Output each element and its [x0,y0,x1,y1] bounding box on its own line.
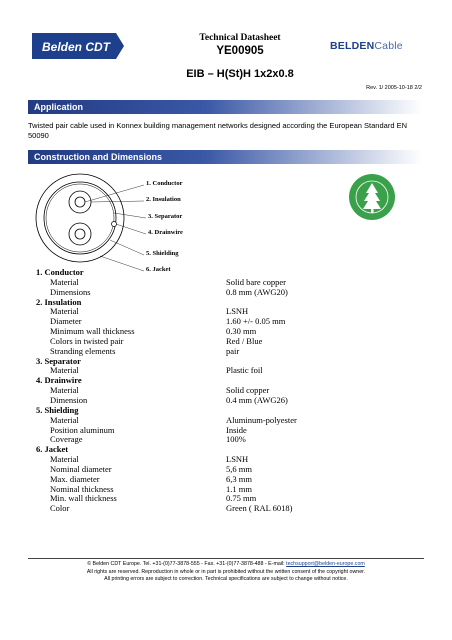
spec-value: Red / Blue [226,335,263,346]
application-text: Twisted pair cable used in Konnex building management networks designed according the European Standard EN 50090 [28,121,407,140]
spec-value: Solid bare copper [226,276,286,287]
spec-value: 0.4 mm (AWG26) [226,394,288,405]
logo-right-light: Cable [374,40,403,52]
spec-label: 4. Drainwire [36,375,82,386]
spec-value: 5,6 mm [226,463,252,474]
document-code: YE00905 [216,45,264,57]
spec-label: 1. Conductor [36,267,84,277]
spec-label: Max. diameter [50,473,100,484]
spec-label: Material [50,306,79,317]
spec-value: 0.30 mm [226,326,257,337]
diagram-label-separator: 3. Separator [148,213,183,220]
support-email-link[interactable]: techsupport@belden-europe.com [286,561,365,567]
spec-label: 3. Separator [36,355,81,366]
spec-value: 6,3 mm [226,473,252,484]
spec-label: 2. Insulation [36,296,82,307]
logo-left-text: Belden CDT [41,40,111,54]
spec-value: Inside [226,424,247,435]
green-cable-badge [347,172,397,227]
spec-label: Colors in twisted pair [50,335,124,346]
spec-label: Dimension [50,394,88,405]
document-type: Technical Datasheet [199,33,281,43]
spec-label: Material [50,365,79,376]
spec-label: Stranding elements [50,345,116,356]
footer-copyright: All rights are reserved. Reproduction in whole or in part is prohibited without the written consent of the copyright owner. [86,568,366,575]
spec-label: Min. wall thickness [50,493,117,504]
application-heading: Application [28,100,422,114]
diagram-label-drainwire: 4. Drainwire [148,229,183,236]
spec-value: Solid copper [226,385,270,396]
spec-value: LSNH [226,306,249,317]
spec-value: 0.8 mm (AWG20) [226,286,288,297]
spec-label: Position aluminum [50,424,115,435]
spec-value: pair [226,345,240,356]
logo-right-bold: BELDEN [330,40,375,52]
footer-disclaimer: All printing errors are subject to correction. Technical specifications are subject to change without notice. [104,576,348,582]
spec-label: Coverage [50,434,83,445]
spec-value: 0.75 mm [226,493,257,504]
spec-label: Material [50,276,79,287]
spec-label: Nominal diameter [50,463,112,474]
diagram-label-jacket: 6. Jacket [146,266,171,273]
spec-value: 1.1 mm [226,483,252,494]
spec-label: Material [50,414,79,425]
spec-label: Minimum wall thickness [50,326,135,337]
spec-value: Aluminum-polyester [226,414,297,425]
spec-label: Material [50,454,79,465]
cable-cross-section-diagram [28,168,228,281]
spec-label: Diameter [50,316,82,327]
footer-contact-text: © Belden CDT Europe. Tel. +31-(0)77-3878-555 - Fax. +31-(0)77-3878-488 - E-mail: [87,561,287,567]
spec-label: Color [50,503,70,514]
spec-label: 6. Jacket [36,444,69,455]
diagram-label-insulation: 2. Insulation [146,196,181,203]
diagram-label-conductor: 1. Conductor [146,180,183,187]
footer-divider [28,558,424,559]
spec-label: Material [50,385,79,396]
cable-name: EIB – H(St)H 1x2x0.8 [186,68,294,80]
spec-label: Nominal thickness [50,483,114,494]
construction-heading: Construction and Dimensions [28,150,422,164]
spec-value: Green ( RAL 6018) [226,503,293,514]
spec-value: 1.60 +/- 0.05 mm [226,316,286,327]
spec-label: Dimensions [50,286,91,297]
footer-contact [28,561,424,569]
spec-value: LSNH [226,454,249,465]
belden-cable-logo [330,40,403,52]
spec-value: Plastic foil [226,365,263,376]
revision-info: Rev. 1/ 2005-10-18 2/2 [366,85,422,91]
diagram-label-shielding: 5. Shielding [146,250,179,257]
belden-cdt-logo [28,30,128,62]
spec-value: 100% [226,434,246,445]
spec-label: 5. Shielding [36,404,79,415]
